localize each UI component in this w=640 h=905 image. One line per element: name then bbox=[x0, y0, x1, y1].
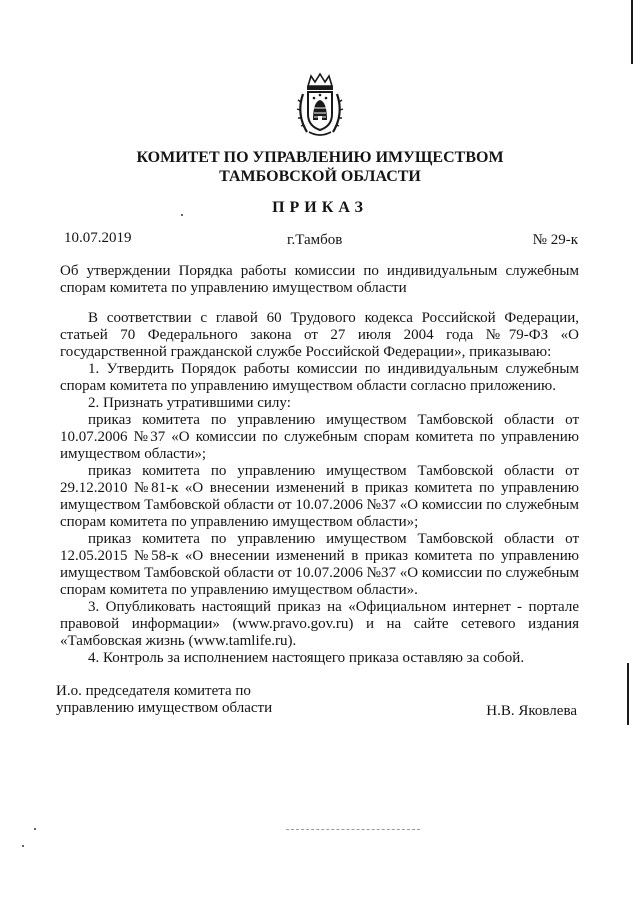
signatory-position bbox=[56, 683, 272, 717]
scan-speck bbox=[181, 214, 183, 216]
faint-scan-line bbox=[286, 829, 420, 831]
document-title: ПРИКАЗ bbox=[272, 199, 368, 216]
organization-line-2: ТАМБОВСКОЙ ОБЛАСТИ bbox=[219, 168, 421, 185]
scan-edge-line bbox=[631, 0, 633, 64]
item-3-paragraph: 3. Опубликовать настоящий приказ на «Официальном интернет - портале правовой информации» (www.pravo.gov.ru) и на сайте сетевого издания «Тамбовская жизнь (www.tamlife.ru). bbox=[60, 599, 579, 649]
repealed-order-3: приказ комитета по управлению имуществом Тамбовской области от 12.05.2015 №58-к «О внесении изменений в приказ комитета по управлению имуществом Тамбовской области от 10.07.2006 №37 «О комиссии по служебным спорам комитета по управлению имуществом области». bbox=[60, 531, 579, 598]
tambov-coat-of-arms-icon bbox=[294, 72, 346, 138]
order-body bbox=[60, 310, 579, 667]
item-2-paragraph: 2. Признать утратившими силу: bbox=[88, 395, 291, 411]
preamble-paragraph: В соответствии с главой 60 Трудового кодекса Российской Федерации, статьей 70 Федерального закона от 27 июля 2004 года №79-ФЗ «О государственной гражданской службе Российской Федерации», приказываю: bbox=[60, 310, 579, 360]
organization-line-1: КОМИТЕТ ПО УПРАВЛЕНИЮ ИМУЩЕСТВОМ bbox=[136, 149, 504, 166]
item-4-paragraph: 4. Контроль за исполнением настоящего приказа оставляю за собой. bbox=[88, 650, 525, 666]
repealed-order-1: приказ комитета по управлению имуществом Тамбовской области от 10.07.2006 №37 «О комиссии по служебным спорам комитета по управлению имуществом области»; bbox=[60, 412, 579, 462]
order-subject: Об утверждении Порядка работы комиссии по индивидуальным служебным спорам комитета по управлению имуществом области bbox=[60, 263, 579, 296]
scan-speck bbox=[22, 845, 24, 847]
scan-speck bbox=[34, 828, 36, 830]
order-date: 10.07.2019 bbox=[64, 230, 132, 246]
organization-name bbox=[0, 148, 640, 186]
order-number: № 29-к bbox=[532, 232, 578, 248]
item-1-paragraph: 1. Утвердить Порядок работы комиссии по индивидуальным служебным спорам комитета по управлению имуществом области согласно приложению. bbox=[60, 361, 579, 394]
signatory-position-line-2: управлению имуществом области bbox=[56, 700, 273, 716]
signatory-position-line-1: И.о. председателя комитета по bbox=[56, 683, 251, 699]
repealed-order-2: приказ комитета по управлению имуществом Тамбовской области от 29.12.2010 №81-к «О внесении изменений в приказ комитета по управлению имуществом Тамбовской области от 10.07.2006 №37 «О комиссии по служебным спорам комитета по управлению имуществом области»; bbox=[60, 463, 579, 530]
signatory-name: Н.В. Яковлева bbox=[486, 703, 577, 719]
scan-edge-line bbox=[627, 663, 629, 725]
order-city: г.Тамбов bbox=[287, 232, 343, 248]
